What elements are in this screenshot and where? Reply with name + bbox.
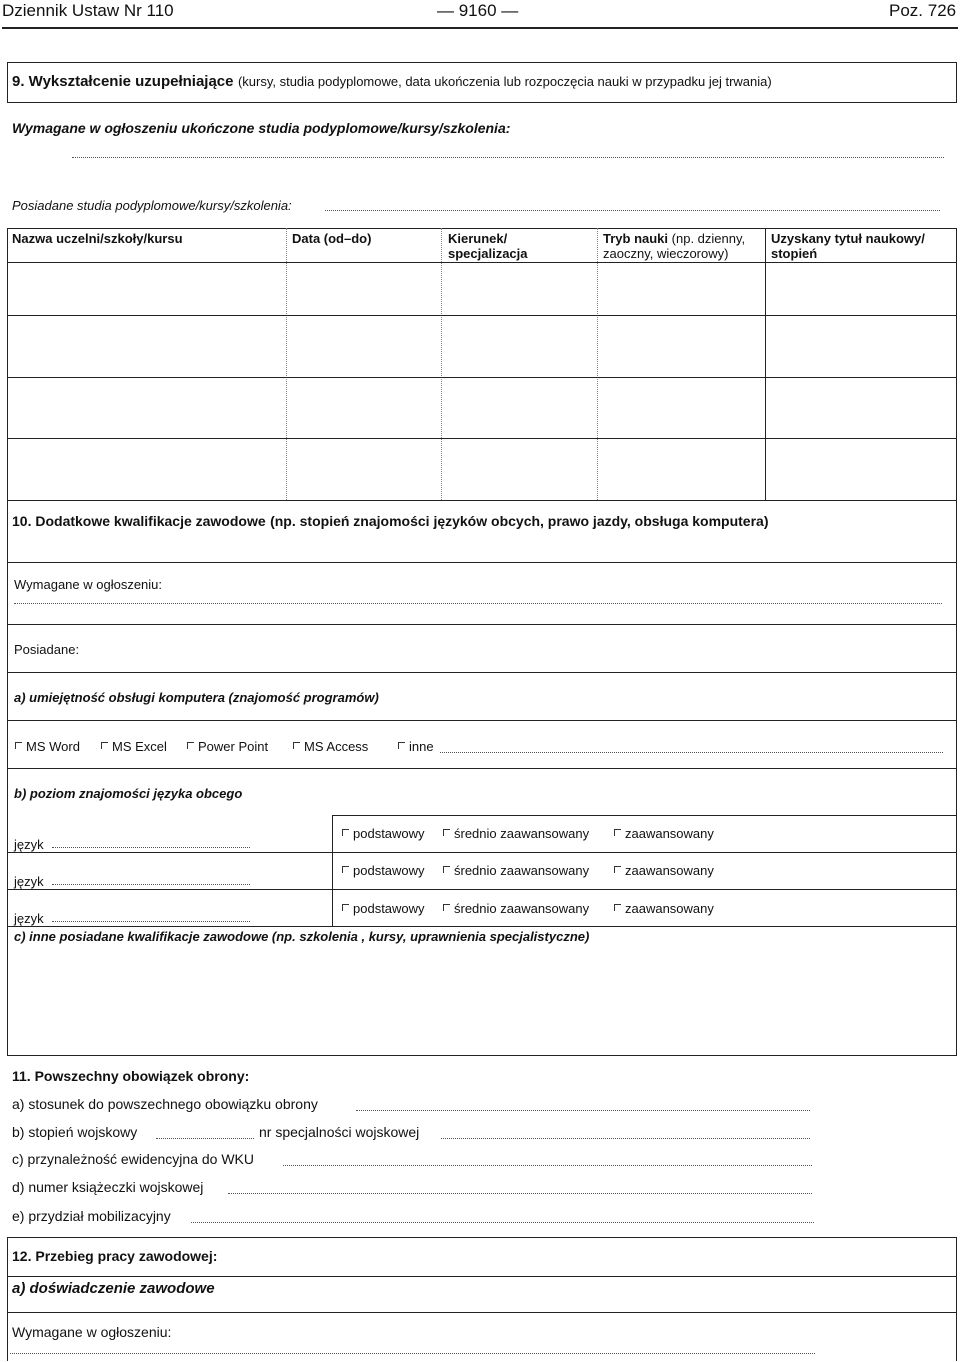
divider [286,228,287,500]
divider [7,672,957,673]
other-programs-field[interactable] [440,752,943,753]
level-intermediate[interactable]: średnio zaawansowany [443,863,589,878]
divider [7,889,957,890]
divider [7,228,957,229]
divider [7,1237,8,1361]
divider [7,562,957,563]
table-row [7,500,957,501]
section-9-held-field[interactable] [325,210,940,211]
checkbox-icon[interactable] [443,866,450,873]
section-12-title: 12. Przebieg pracy zawodowej: [12,1248,218,1264]
wku-label: c) przynależność ewidencyjna do WKU [12,1151,254,1167]
checkbox-icon[interactable] [398,742,405,749]
option-power-point[interactable]: Power Point [187,739,268,754]
divider [956,228,957,500]
military-specialty-field[interactable] [441,1138,810,1139]
option-other[interactable]: inne [398,739,434,754]
checkbox-icon[interactable] [614,866,621,873]
work-experience-title: a) doświadczenie zawodowe [12,1280,215,1297]
divider [765,228,766,500]
checkbox-icon[interactable] [293,742,300,749]
language-field[interactable] [52,921,250,922]
checkbox-icon[interactable] [443,904,450,911]
option-ms-word[interactable]: MS Word [15,739,80,754]
header-rule [2,27,958,29]
section-10-held-label: Posiadane: [14,642,80,657]
defense-status-label: a) stosunek do powszechnego obowiązku obrony [12,1096,318,1112]
checkbox-icon[interactable] [342,829,349,836]
divider [956,500,957,1056]
divider [7,500,8,1056]
section-12-required-field[interactable] [10,1353,815,1354]
divider [597,228,598,500]
mobilization-field[interactable] [191,1222,814,1223]
divider [7,262,957,263]
computer-skills-title: a) umiejętność obsługi komputera (znajomość programów) [14,690,379,705]
journal-title: Dziennik Ustaw Nr 110 [2,1,174,20]
mobilization-label: e) przydział mobilizacyjny [12,1208,171,1224]
section-10-required-field[interactable] [14,603,942,604]
military-booklet-field[interactable] [228,1193,812,1194]
language-label: język [14,837,44,852]
language-label: język [14,911,44,926]
divider [7,102,957,103]
column-header-mode: Tryb nauki (np. dzienny, zaoczny, wieczorowy) [603,231,746,261]
column-header-institution: Nazwa uczelni/szkoły/kursu [12,231,183,246]
level-basic[interactable]: podstawowy [342,826,425,841]
section-10-title: 10. Dodatkowe kwalifikacje zawodowe (np. stopień znajomości języków obcych, prawo jazdy, obsługa komputera) [12,513,769,529]
divider [7,228,8,500]
divider [7,720,957,721]
divider [7,62,8,102]
level-basic[interactable]: podstawowy [342,863,425,878]
section-9-required-field[interactable] [72,157,944,158]
language-label: język [14,874,44,889]
checkbox-icon[interactable] [614,904,621,911]
divider [7,1276,957,1277]
divider [441,228,442,500]
divider [7,768,957,769]
divider [332,815,333,926]
column-header-degree: Uzyskany tytuł naukowy/ stopień [771,231,925,261]
divider [7,926,957,927]
checkbox-icon[interactable] [342,866,349,873]
table-row [7,377,957,378]
checkbox-icon[interactable] [614,829,621,836]
level-basic[interactable]: podstawowy [342,901,425,916]
checkbox-icon[interactable] [443,829,450,836]
level-advanced[interactable]: zaawansowany [614,826,714,841]
wku-field[interactable] [283,1165,812,1166]
military-rank-label: b) stopień wojskowy [12,1124,138,1140]
divider [956,62,957,102]
other-qualifications-title: c) inne posiadane kwalifikacje zawodowe (np. szkolenia , kursy, uprawnienia specjalistyczne) [14,929,590,944]
table-row [7,438,957,439]
table-row [7,315,957,316]
position-number: Poz. 726 [889,1,957,20]
checkbox-icon[interactable] [187,742,194,749]
divider [7,1312,957,1313]
divider [7,624,957,625]
military-rank-field[interactable] [156,1138,254,1139]
military-booklet-label: d) numer książeczki wojskowej [12,1179,204,1195]
divider [7,1237,957,1238]
language-field[interactable] [52,847,250,848]
option-ms-excel[interactable]: MS Excel [101,739,167,754]
divider [7,62,957,63]
divider [7,1055,957,1056]
column-header-field: Kierunek/ specjalizacja [448,231,528,261]
page-number: — 9160 — [437,1,519,20]
defense-status-field[interactable] [356,1110,810,1111]
level-advanced[interactable]: zaawansowany [614,863,714,878]
section-12-required-label: Wymagane w ogłoszeniu: [12,1324,172,1340]
option-ms-access[interactable]: MS Access [293,739,368,754]
military-specialty-label: nr specjalności wojskowej [259,1124,420,1140]
divider [332,815,957,816]
language-field[interactable] [52,884,250,885]
level-advanced[interactable]: zaawansowany [614,901,714,916]
divider [7,852,957,853]
section-9-title: 9. Wykształcenie uzupełniające (kursy, studia podyplomowe, data ukończenia lub rozpoczęcia nauki w przypadku jej trwania) [12,73,772,90]
checkbox-icon[interactable] [15,742,22,749]
checkbox-icon[interactable] [101,742,108,749]
section-11-title: 11. Powszechny obowiązek obrony: [12,1068,250,1084]
level-intermediate[interactable]: średnio zaawansowany [443,826,589,841]
divider [956,1237,957,1361]
section-9-held-label: Posiadane studia podyplomowe/kursy/szkolenia: [12,198,292,213]
column-header-date: Data (od–do) [292,231,372,246]
checkbox-icon[interactable] [342,904,349,911]
section-10-required-label: Wymagane w ogłoszeniu: [14,577,163,592]
level-intermediate[interactable]: średnio zaawansowany [443,901,589,916]
section-9-required-label: Wymagane w ogłoszeniu ukończone studia podyplomowe/kursy/szkolenia: [12,120,511,136]
language-level-title: b) poziom znajomości języka obcego [14,786,243,801]
